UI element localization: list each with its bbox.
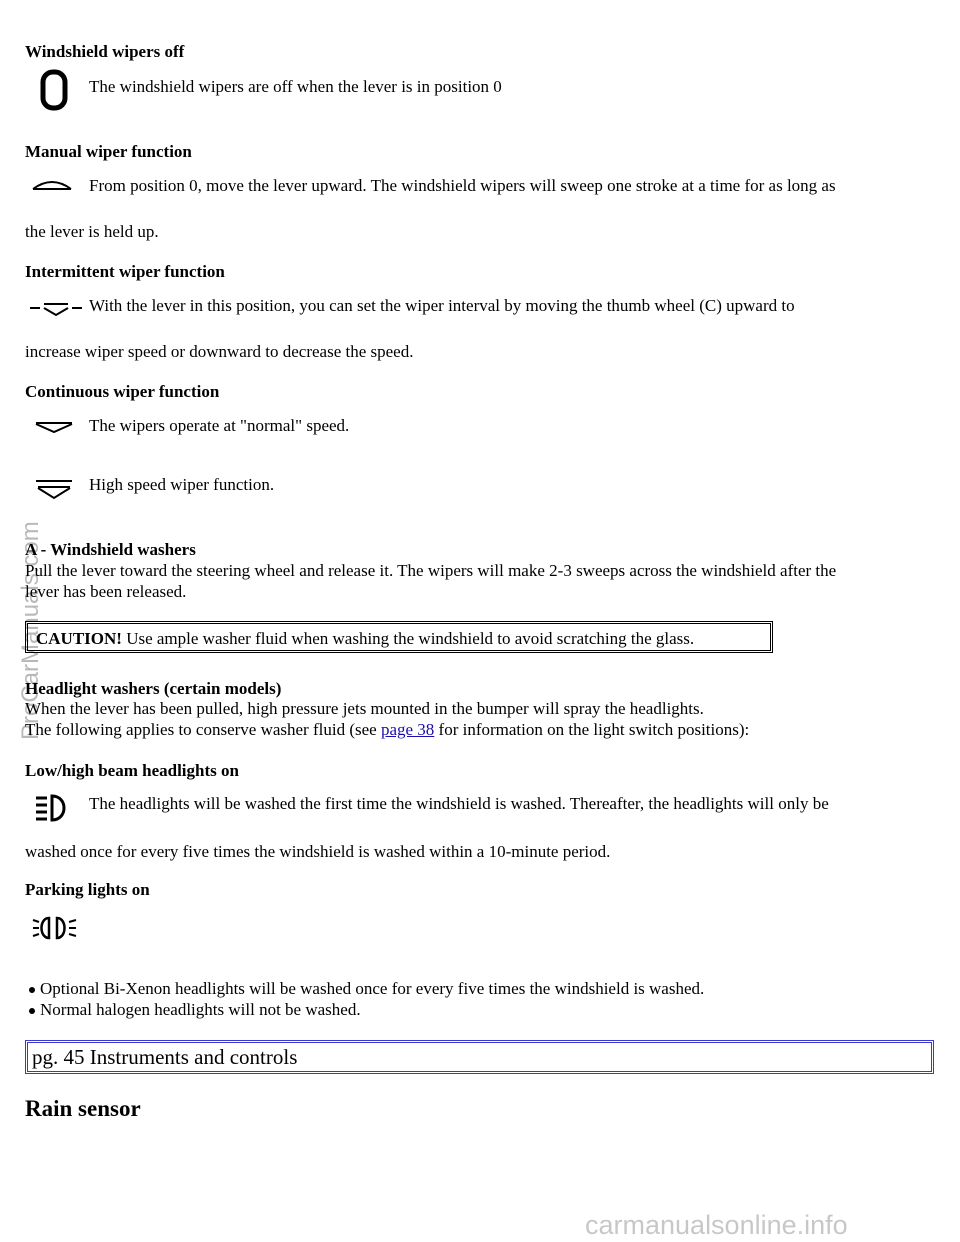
heading-windshield-washers: A - Windshield washers <box>25 540 196 559</box>
text-manual-line2: the lever is held up. <box>25 222 159 241</box>
heading-intermittent-wiper: Intermittent wiper function <box>25 262 225 281</box>
page-section-header <box>25 1040 934 1074</box>
text-continuous: The wipers operate at "normal" speed. <box>89 416 350 435</box>
text-headlight-line1: When the lever has been pulled, high pressure jets mounted in the bumper will spray the headlights. <box>25 699 704 718</box>
caution-box <box>25 621 773 653</box>
text-low-high-line2: washed once for every five times the windshield is washed within a 10-minute period. <box>25 842 611 861</box>
position-zero-icon <box>40 69 68 111</box>
heading-rain-sensor: Rain sensor <box>25 1096 141 1121</box>
text-headlight-line2-post: for information on the light switch positions): <box>438 720 750 739</box>
text-headlight-line2 <box>25 720 749 740</box>
side-watermark: ProCarManuals.com <box>17 521 44 740</box>
single-stroke-wiper-icon <box>30 176 74 192</box>
low-high-beam-headlight-icon <box>34 793 72 823</box>
bullet-dot <box>29 987 35 993</box>
bullet-dot <box>29 1008 35 1014</box>
text-intermittent-line1: With the lever in this position, you can set the wiper interval by moving the thumb wheel (C) upward to <box>89 296 795 315</box>
parking-lights-icon <box>31 914 79 942</box>
high-speed-wiper-icon <box>34 478 74 500</box>
heading-wipers-off: Windshield wipers off <box>25 42 185 61</box>
heading-low-high-beam: Low/high beam headlights on <box>25 761 239 780</box>
continuous-wiper-icon <box>34 420 74 434</box>
bottom-watermark: carmanualsonline.info <box>585 1210 848 1240</box>
heading-continuous-wiper: Continuous wiper function <box>25 382 220 401</box>
caution-text: Use ample washer fluid when washing the windshield to avoid scratching the glass. <box>126 629 695 648</box>
list-item: Normal halogen headlights will not be washed. <box>40 1000 361 1019</box>
text-low-high-line1: The headlights will be washed the first time the windshield is washed. Thereafter, the headlights will only be <box>89 794 829 813</box>
heading-parking-lights: Parking lights on <box>25 880 150 899</box>
list-item: Optional Bi-Xenon headlights will be washed once for every five times the windshield is washed. <box>40 979 705 998</box>
text-high-speed: High speed wiper function. <box>89 475 275 494</box>
caution-label: CAUTION! <box>36 629 122 648</box>
text-washers-line2: lever has been released. <box>25 582 187 601</box>
text-manual-line1: From position 0, move the lever upward. The windshield wipers will sweep one stroke at a time for as long as <box>89 176 836 195</box>
text-intermittent-line2: increase wiper speed or downward to decrease the speed. <box>25 342 414 361</box>
heading-headlight-washers: Headlight washers (certain models) <box>25 679 282 698</box>
caution-content <box>36 629 694 649</box>
intermittent-wiper-icon <box>28 300 84 318</box>
text-wipers-off: The windshield wipers are off when the lever is in position 0 <box>89 77 502 96</box>
page-section-title: pg. 45 Instruments and controls <box>32 1045 298 1069</box>
page-38-link[interactable]: page 38 <box>380 720 435 739</box>
text-headlight-line2-pre: The following applies to conserve washer fluid (see <box>25 720 377 739</box>
text-washers-line1: Pull the lever toward the steering wheel and release it. The wipers will make 2-3 sweeps across the windshield after the <box>25 561 837 580</box>
heading-manual-wiper: Manual wiper function <box>25 142 192 161</box>
